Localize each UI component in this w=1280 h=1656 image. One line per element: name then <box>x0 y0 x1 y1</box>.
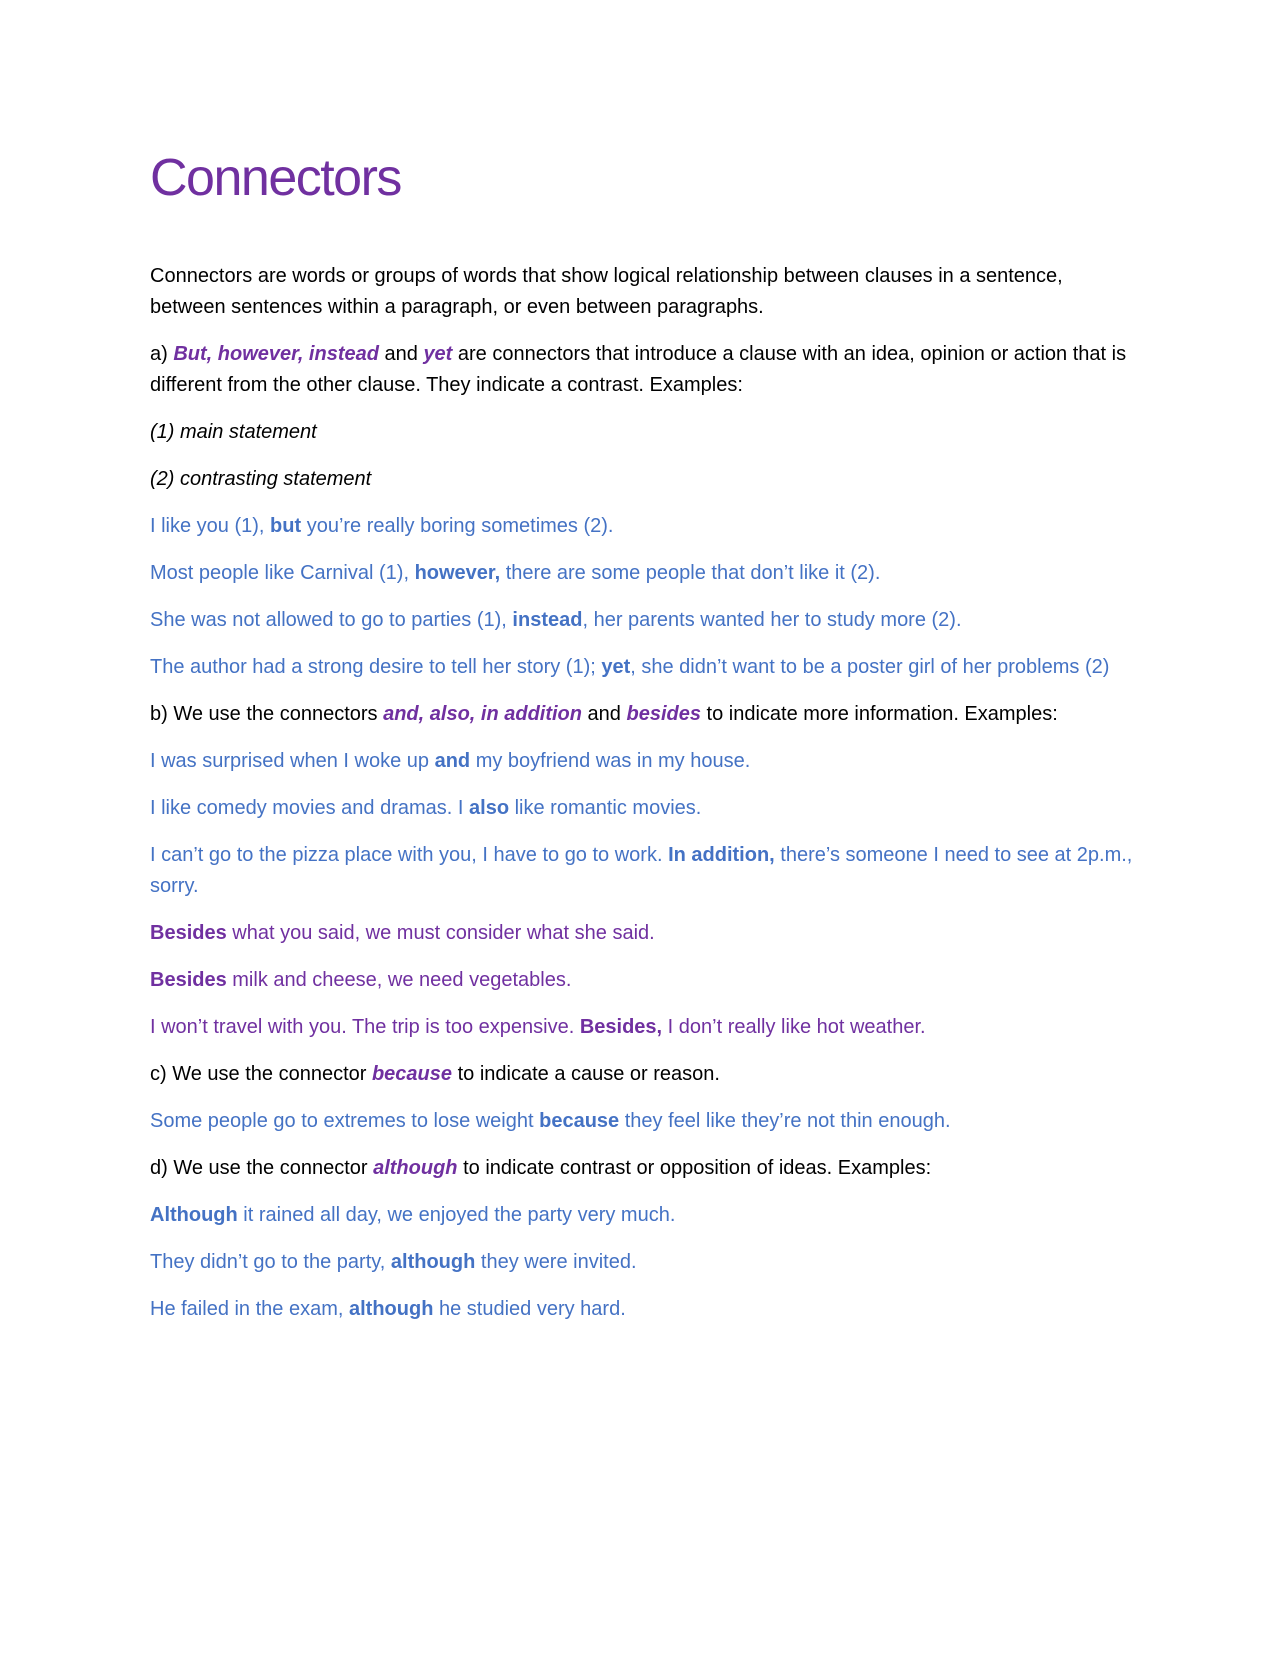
page-title: Connectors <box>150 149 401 207</box>
document-page <box>150 150 1135 1341</box>
section-a-rest: are connectors that introduce a clause with an idea, opinion or action that is different from the other clause. They indicate a contrast. Examples: <box>150 343 1127 397</box>
section-d-rest: to indicate contrast or opposition of ideas. Examples: <box>457 1157 932 1180</box>
section-a-paragraph <box>150 339 1135 401</box>
example-text: what you said, we must consider what she said. <box>226 922 655 945</box>
section-b-rest: to indicate more information. Examples: <box>700 703 1058 726</box>
example-keyword: yet <box>601 656 631 679</box>
example-keyword: Although <box>150 1204 238 1227</box>
example-d3 <box>150 1294 1135 1325</box>
section-b-keyword-besides: besides <box>626 703 701 726</box>
example-keyword: because <box>539 1110 620 1133</box>
example-text: they were invited. <box>475 1251 637 1274</box>
example-keyword: Besides <box>150 922 227 945</box>
section-a-keyword-yet: yet <box>423 343 453 366</box>
section-b-paragraph <box>150 699 1135 730</box>
section-a-keywords: But, however, instead <box>173 343 379 366</box>
example-text: I like comedy movies and dramas. I <box>150 797 470 820</box>
example-text: Most people like Carnival (1), <box>150 562 415 585</box>
example-keyword: also <box>469 797 510 820</box>
section-a-prefix: a) <box>150 343 174 366</box>
example-c1 <box>150 1106 1135 1137</box>
section-d-prefix: d) We use the connector <box>150 1157 374 1180</box>
section-b-prefix: b) We use the connectors <box>150 703 384 726</box>
example-text: milk and cheese, we need vegetables. <box>226 969 572 992</box>
example-d2 <box>150 1247 1135 1278</box>
section-b-mid: and <box>582 703 627 726</box>
example-keyword: although <box>390 1251 476 1274</box>
example-keyword: In addition, <box>668 844 775 867</box>
example-text: She was not allowed to go to parties (1), <box>150 609 513 632</box>
example-a2 <box>150 558 1135 589</box>
example-text: I was surprised when I woke up <box>150 750 435 773</box>
intro-paragraph: Connectors are words or groups of words that show logical relationship between clauses in a sentence, between sentences within a paragraph, or even between paragraphs. <box>150 265 1063 319</box>
example-text: I can’t go to the pizza place with you, I have to go to work. <box>150 844 669 867</box>
section-c-keyword: because <box>371 1063 453 1086</box>
example-text: there are some people that don’t like it (2). <box>500 562 881 585</box>
example-a1 <box>150 511 1135 542</box>
example-text: you’re really boring sometimes (2). <box>301 515 614 538</box>
example-text: Some people go to extremes to lose weight <box>150 1110 540 1133</box>
example-b4 <box>150 918 1135 949</box>
example-text: like romantic movies. <box>509 797 702 820</box>
example-b1 <box>150 746 1135 777</box>
section-a-mid: and <box>378 343 424 366</box>
section-c-paragraph <box>150 1059 1135 1090</box>
example-text: it rained all day, we enjoyed the party very much. <box>237 1204 676 1227</box>
section-b-keywords: and, also, in addition <box>383 703 582 726</box>
section-d-keyword: although <box>373 1157 458 1180</box>
example-b3 <box>150 840 1135 902</box>
example-keyword: although <box>349 1298 434 1321</box>
example-text: They didn’t go to the party, <box>150 1251 391 1274</box>
example-text: he studied very hard. <box>433 1298 626 1321</box>
example-keyword: instead <box>512 609 583 632</box>
example-text: The author had a strong desire to tell her story (1); <box>150 656 602 679</box>
example-text: , her parents wanted her to study more (2). <box>582 609 962 632</box>
example-b2 <box>150 793 1135 824</box>
example-a3 <box>150 605 1135 636</box>
section-c-prefix: c) We use the connector <box>150 1063 372 1086</box>
example-keyword: but <box>270 515 302 538</box>
example-text: my boyfriend was in my house. <box>470 750 751 773</box>
example-keyword: however, <box>414 562 501 585</box>
example-text: , she didn’t want to be a poster girl of her problems (2) <box>630 656 1110 679</box>
example-a4 <box>150 652 1135 683</box>
example-text: I won’t travel with you. The trip is too expensive. <box>150 1016 580 1039</box>
example-text: I don’t really like hot weather. <box>662 1016 926 1039</box>
example-text: He failed in the exam, <box>150 1298 349 1321</box>
example-keyword: and <box>434 750 471 773</box>
example-text: they feel like they’re not thin enough. <box>619 1110 951 1133</box>
example-b5 <box>150 965 1135 996</box>
legend-contrasting-statement: (2) contrasting statement <box>150 468 372 491</box>
example-keyword: Besides <box>150 969 227 992</box>
example-b6 <box>150 1012 1135 1043</box>
example-text: there’s someone I need to see at 2p.m., sorry. <box>150 844 1133 898</box>
example-keyword: Besides, <box>579 1016 663 1039</box>
legend-main-statement: (1) main statement <box>150 421 317 444</box>
example-d1 <box>150 1200 1135 1231</box>
section-d-paragraph <box>150 1153 1135 1184</box>
example-text: I like you (1), <box>150 515 271 538</box>
section-c-rest: to indicate a cause or reason. <box>452 1063 720 1086</box>
